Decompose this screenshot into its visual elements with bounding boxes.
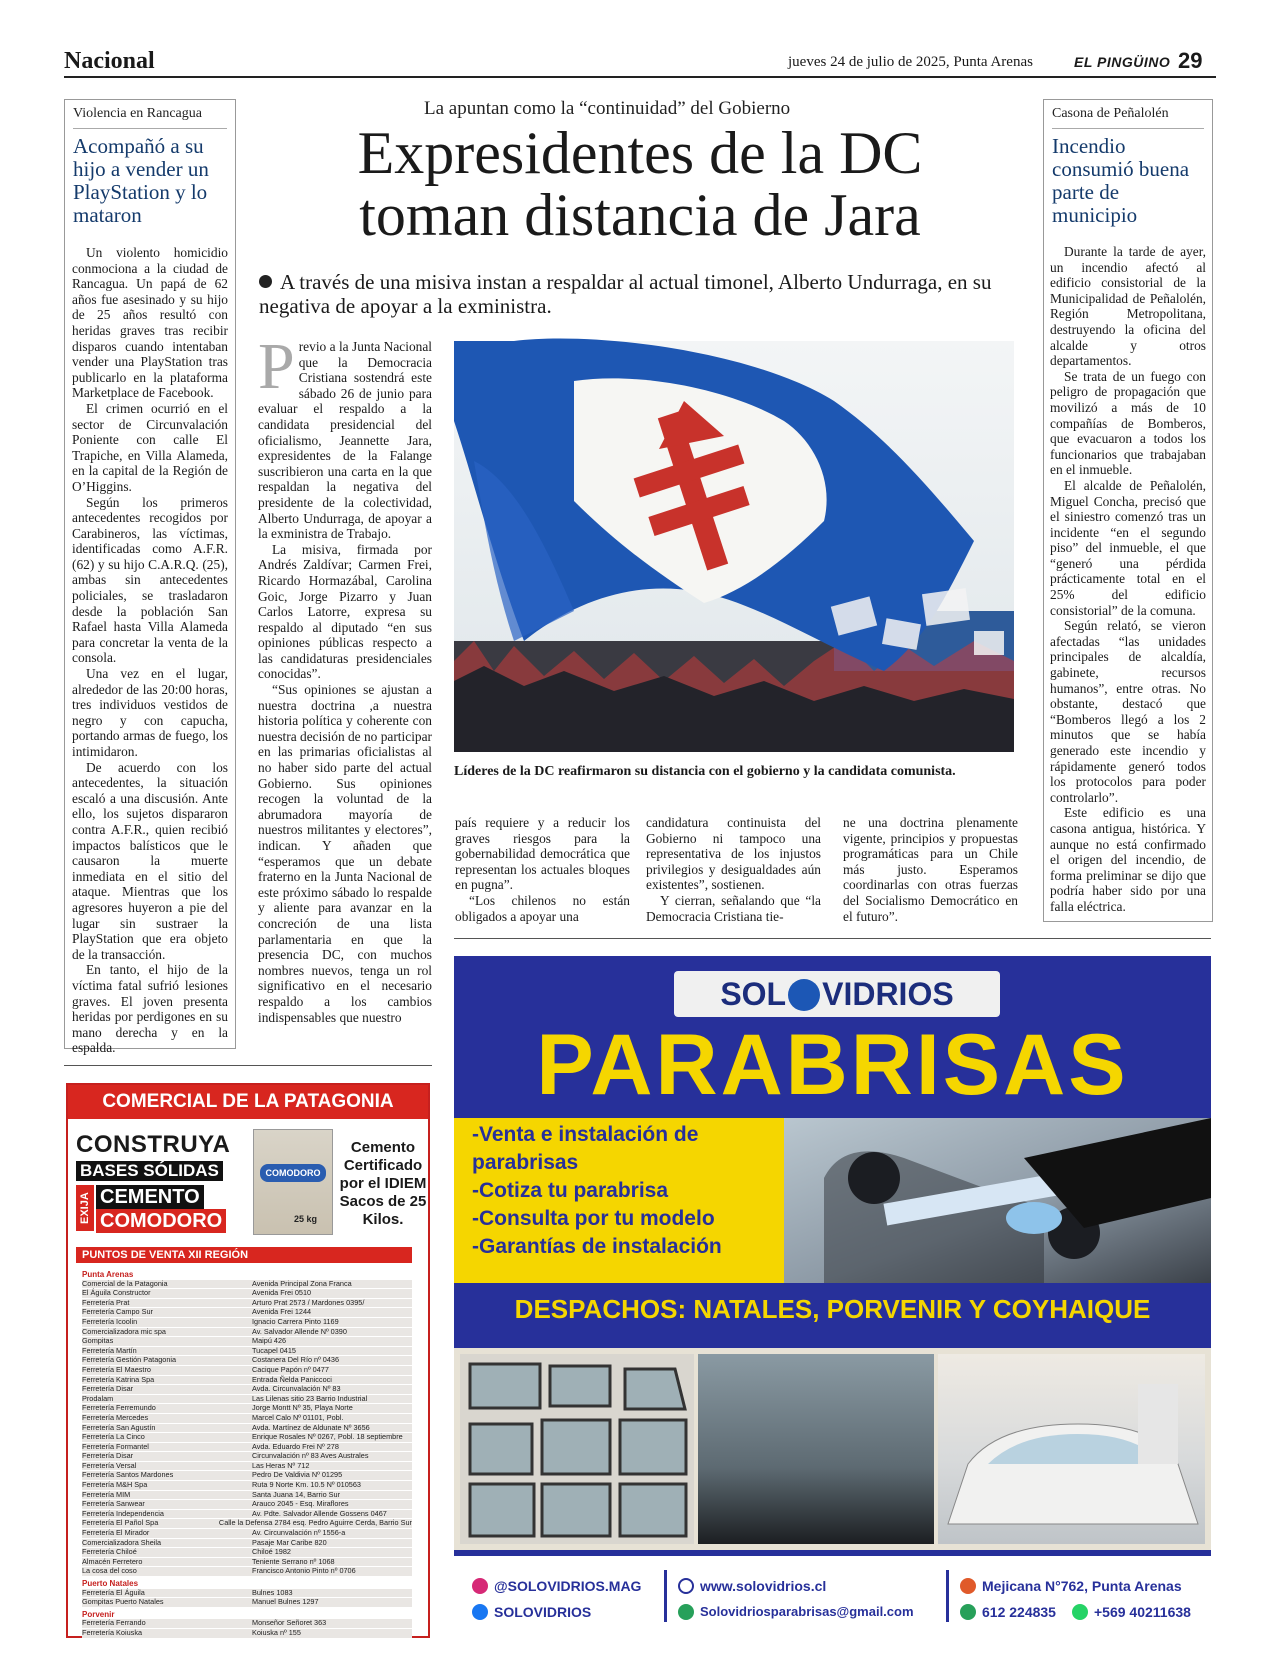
paragraph: Se trata de un fuego con peligro de propagación que movilizó a más de 10 compañías de Bomberos, que evacuaron a todos los funcionarios que trabajaban en el inmueble. [1050, 368, 1206, 478]
section-rule [454, 938, 1211, 939]
headline: Expresidentes de la DC toman distancia de Jara [357, 120, 923, 248]
services-list [472, 1121, 792, 1261]
store-address: Santa Juana 14, Barrio Sur [252, 1489, 341, 1499]
flag-illustration [454, 341, 1014, 752]
store-address: Enrique Rosales Nº 0267, Pobl. 18 septiembre [252, 1432, 403, 1442]
section-rule [64, 1065, 432, 1066]
store-address: Avenida Frei 0510 [252, 1288, 312, 1298]
store-address: Circunvalación nº 83 Aves Australes [252, 1451, 369, 1461]
store-address: Bulnes 1083 [252, 1587, 293, 1597]
globe-icon [678, 1578, 694, 1594]
store-name: Ferretería Mercedes [82, 1412, 149, 1422]
store-address: Arturo Prat 2573 / Mardones 0395/ [252, 1297, 365, 1307]
store-address: Teniente Serrano nº 1068 [252, 1556, 335, 1566]
drop-cap: P [258, 330, 295, 403]
website-link[interactable]: www.solovidrios.cl [700, 1578, 827, 1594]
ad-title: PARABRISAS [536, 1017, 1129, 1113]
points-of-sale-list [82, 1268, 412, 1639]
store-name: Ferretería Prat [82, 1297, 130, 1307]
store-address: Manuel Bulnes 1297 [252, 1597, 319, 1607]
store-name: Gompitas Puerto Natales [82, 1597, 164, 1607]
solovidrios-ad [454, 956, 1211, 1638]
contact-footer [454, 1556, 1211, 1638]
store-address: Koiuska nº 155 [252, 1627, 301, 1637]
logo-right: VIDRIOS [822, 976, 954, 1012]
list-city: Puerto Natales [82, 1579, 139, 1588]
right-story-title: Incendio consumió buena parte de municipio [1052, 134, 1190, 227]
paragraph: Durante la tarde de ayer, un incendio afectó al edificio consistorial de la Municipalidad de Peñalolén, Región Metropolitana, destruyendo la oficina del alcalde y otros departamentos. [1050, 244, 1206, 369]
store-name: Ferretería Icoolin [82, 1316, 138, 1326]
paragraph [258, 330, 432, 542]
car-illustration [938, 1354, 1205, 1544]
photo-gallery [454, 1348, 1211, 1550]
store-address: Chiloé 1982 [252, 1547, 291, 1557]
page-number: 29 [1178, 48, 1203, 73]
paragraph: Este edificio es una casona antigua, histórica. Y aunque no está confirmado el origen del incendio, de forma preliminar se dijo que podría haber sido por una falla eléctrica. [1050, 805, 1206, 914]
store-address: Av. Pdte. Salvador Allende Gossens 0467 [252, 1508, 387, 1518]
store-name: El Águila Constructor [82, 1288, 151, 1298]
store-name: Ferretería Formantel [82, 1441, 149, 1451]
list-row [82, 1567, 412, 1577]
globe-icon [788, 979, 820, 1011]
store-name: Prodalam [82, 1393, 114, 1403]
section-name: Nacional [64, 48, 155, 74]
store-address: Costanera Del Río nº 0436 [252, 1355, 340, 1365]
store-name: Comercializadora mic spa [82, 1326, 166, 1336]
right-story-body [1050, 244, 1206, 915]
store-name: Almacén Ferretero [82, 1556, 143, 1566]
mail-icon [678, 1604, 694, 1620]
store-address: Avenida Frei 1244 [252, 1307, 312, 1317]
paragraph: ne una doctrina plenamente vigente, principios y propuestas programáticas para un Chile más justo. Esperamos coordinarlas con otras fuerzas del Socialismo Democrático en el futuro”. [843, 815, 1018, 924]
store-name: Ferretería El Águila [82, 1587, 145, 1597]
rainy-windshield-photo [698, 1354, 934, 1544]
paragraph: La misiva, firmada por Andrés Zaldívar; Carmen Frei, Ricardo Hormazábal, Carolina Goic, Jorge Pizarro y Juan Carlos Latorre, expresa su respaldo al diputado “en sus opiniones públicas respecto a las candidaturas presidenciales conocidas”. [258, 541, 432, 682]
paragraph: Y cierran, señalando que “la Democracia Cristiana tie- [646, 892, 821, 924]
left-story-title: Acompañó a su hijo a vender un PlayStation y lo mataron [73, 134, 209, 227]
ad-points-of-sale-header: PUNTOS DE VENTA XII REGIÓN [76, 1247, 412, 1263]
summary [259, 270, 1019, 318]
store-name: Ferretería Independencia [82, 1508, 164, 1518]
ad-cemento: CEMENTO [96, 1185, 204, 1209]
bullet-icon [259, 275, 272, 288]
ad-exija: EXIJA [76, 1185, 94, 1231]
store-name: Ferretería Martín [82, 1345, 137, 1355]
list-row [82, 1598, 412, 1608]
whatsapp-icon [1072, 1604, 1088, 1620]
store-name: Gompitas [82, 1336, 114, 1346]
list-row [82, 1481, 412, 1491]
store-name: Ferretería Chiloé [82, 1547, 137, 1557]
glass-samples-photo [460, 1354, 694, 1544]
store-name: Ferretería Koiuska [82, 1627, 143, 1637]
article-column-3 [646, 815, 821, 924]
bag-brand: COMODORO [260, 1164, 326, 1182]
store-address: Arauco 2045 - Esq. Miraflores [252, 1499, 349, 1509]
divider [664, 1570, 667, 1622]
paragraph: Una vez en el lugar, alrededor de las 20:00 horas, tres individuos vestidos de negro y con capucha, portando armas de fuego, los intimidaron. [72, 666, 228, 759]
store-address: Avda. Martínez de Aldunate Nº 3656 [252, 1422, 370, 1432]
car-installation-photo [938, 1354, 1205, 1544]
store-address: Francisco Antonio Pinto nº 0706 [252, 1566, 356, 1576]
facebook-icon [472, 1604, 488, 1620]
paragraph: Según relató, se vieron afectadas “las unidades principales de alcaldía, gabinete, recursos humanos”, entre otras. No obstante, destacó que “Bomberos llegó a los 2 minutos que se había generado este incendio y rápidamente generó todos los protocolos para poder controlarlo”. [1050, 618, 1206, 805]
service-item: -Garantías de instalación [472, 1235, 722, 1258]
article-column-2 [455, 815, 630, 924]
paragraph: El alcalde de Peñalolén, Miguel Concha, precisó que el siniestro comenzó tras un incidente “en el segundo piso” del inmueble, el que “generó una pérdida prácticamente total en el 25% del edificio consistorial” de la comuna. [1050, 477, 1206, 618]
store-address: Avda. Eduardo Frei Nº 278 [252, 1441, 339, 1451]
email-link[interactable]: Solovidriosparabrisas@gmail.com [700, 1604, 914, 1619]
summary-text: A través de una misiva instan a respaldar al actual timonel, Alberto Undurraga, en su negativa de apoyar a la exministra. [259, 270, 992, 318]
store-address: Av. Salvador Allende Nº 0390 [252, 1326, 347, 1336]
store-address: Maipú 426 [252, 1336, 287, 1346]
store-address: Pasaje Mar Caribe 820 [252, 1537, 327, 1547]
store-address: Las Heras Nº 712 [252, 1460, 310, 1470]
list-city: Porvenir [82, 1609, 115, 1619]
store-address: Calle la Defensa 2784 esq. Pedro Aguirre Cerda, Barrio Sur [218, 1518, 412, 1528]
despachos-text: DESPACHOS: NATALES, PORVENIR Y COYHAIQUE [514, 1294, 1151, 1324]
store-name: Ferretería M&H Spa [82, 1480, 148, 1490]
paragraph: Según los primeros antecedentes recogidos por Carabineros, las víctimas, identificadas como A.F.R. (62) y su hijo C.A.R.Q. (25), ambas sin antecedentes policiales, se trasladaron desde la población San Rafael hasta Villa Alameda para concretar la venta de la consola. [72, 494, 228, 666]
article-column-4 [843, 815, 1018, 924]
list-row [82, 1629, 412, 1639]
facebook-handle[interactable]: SOLOVIDRIOS [494, 1604, 592, 1620]
store-name: Ferretería La Cinco [82, 1432, 145, 1442]
store-address: Avenida Principal Zona Franca [252, 1278, 352, 1288]
solovidrios-logo [674, 971, 1000, 1017]
store-name: Comercial de la Patagonia [82, 1278, 168, 1288]
store-address: Ruta 9 Norte Km. 10.5 Nº 010563 [252, 1480, 361, 1490]
ad-banner: COMERCIAL DE LA PATAGONIA [68, 1085, 428, 1119]
article-column-1 [258, 330, 433, 1025]
store-name: Ferretería Ferremundo [82, 1403, 156, 1413]
logo-left: SOL [720, 976, 787, 1012]
paragraph: “Los chilenos no están obligados a apoyar una [455, 892, 630, 924]
store-address: Entrada Ñelda Paniccoci [252, 1374, 332, 1384]
ad-comodoro: COMODORO [96, 1209, 226, 1233]
phone-number[interactable]: 612 224835 [982, 1604, 1056, 1620]
divider [946, 1570, 949, 1622]
store-address: Av. Circunvalación nº 1556-a [252, 1528, 346, 1538]
list-row [82, 1328, 412, 1338]
store-address: Avda. Circunvalación Nº 83 [252, 1384, 341, 1394]
phone-icon [960, 1604, 976, 1620]
cement-bag-image [253, 1129, 333, 1235]
store-name: Ferretería Katrina Spa [82, 1374, 155, 1384]
glass-samples-illustration [460, 1354, 694, 1544]
store-address: Tucapel 0415 [252, 1345, 296, 1355]
store-name: Ferretería El Maestro [82, 1364, 151, 1374]
store-address: Ignacio Carrera Pinto 1169 [252, 1316, 339, 1326]
right-story-kicker: Casona de Peñalolén [1052, 106, 1169, 121]
store-name: Comercializadora Sheila [82, 1537, 162, 1547]
windshield-install-photo [784, 1118, 1211, 1283]
service-item: -Cotiza tu parabrisa [472, 1179, 669, 1202]
store-name: Ferretería Santos Mardones [82, 1470, 174, 1480]
store-name: Ferretería Sanwear [82, 1499, 145, 1509]
newspaper-brand: EL PINGÜINO [1074, 54, 1171, 70]
paragraph: “Sus opiniones se ajustan a nuestra doctrina ,a nuestra historia política y coherente con nuestra decisión de no participar en las primarias oficialistas al no haber sido parte del actual Gobierno. Sus opiniones recogen la voluntad de la abrumadora mayoría de nuestros militantes y electores”, indican. Y añaden que “esperamos que un debate fraterno en la Junta Nacional de este próximo sábado lo respalde y aliente para avanzar en la concreción de una lista parlamentaria en que la presencia DC, con muchos nombres nuevos, tenga un rol significativo en el necesario respaldo a los cambios indispensables que nuestro [258, 682, 433, 1025]
store-address: Marcel Calo Nº 01101, Pobl. [252, 1412, 344, 1422]
store-name: Ferretería Gestión Patagonia [82, 1355, 177, 1365]
service-item: -Consulta por tu modelo [472, 1207, 715, 1230]
store-address: Las Lilenas sitio 23 Barrio Industrial [252, 1393, 368, 1403]
whatsapp-number[interactable]: +569 40211638 [1094, 1604, 1191, 1620]
instagram-handle[interactable]: @SOLOVIDRIOS.MAG [494, 1578, 642, 1594]
pre-headline: La apuntan como la “continuidad” del Gobierno [424, 98, 791, 119]
store-name: Ferretería Ferrando [82, 1618, 146, 1628]
store-name: Ferretería MIM [82, 1489, 131, 1499]
store-name: La cosa del coso [82, 1566, 137, 1576]
store-address: Pedro De Valdivia Nº 01295 [252, 1470, 343, 1480]
left-story-kicker: Violencia en Rancagua [73, 106, 202, 121]
ad-certification: Cemento Certificado por el IDIEM Sacos de 25 Kilos. [339, 1139, 427, 1228]
store-name: Ferretería El Mirador [82, 1528, 150, 1538]
ad-bases: BASES SÓLIDAS [76, 1161, 223, 1181]
paragraph: De acuerdo con los antecedentes, la situación escaló a una discusión. Ante ello, los sujetos dispararon contra A.F.R., quien recibió impactos balísticos que le causaron la muerte inmediata en el sitio del ataque. Mientras que los agresores huyeron a pie del lugar sin sustraer la PlayStation que era objeto de la transacción. [72, 759, 228, 962]
bag-weight: 25 kg [294, 1214, 318, 1224]
paragraph: El crimen ocurrió en el sector de Circunvalación Poniente con calle El Trapiche, en Villa Alameda, en la capital de la Región de O’Higgins. [72, 400, 228, 494]
paragraph: candidatura continuista del Gobierno ni tampoco una representativa de los injustos privilegios y desigualdades aún existentes”, sostienen. [646, 815, 821, 893]
location-pin-icon [960, 1578, 976, 1594]
list-city: Punta Arenas [82, 1270, 134, 1279]
ad-construya: CONSTRUYA [76, 1131, 231, 1158]
store-address: Jorge Montt Nº 35, Playa Norte [252, 1403, 353, 1413]
store-name: Ferretería Versal [82, 1460, 137, 1470]
address: Mejicana N°762, Punta Arenas [982, 1578, 1182, 1594]
store-name: Ferretería Campo Sur [82, 1307, 153, 1317]
dc-flag-photo [454, 341, 1014, 752]
left-story-body [72, 245, 228, 1056]
comercial-patagonia-ad [66, 1083, 430, 1638]
install-illustration [784, 1118, 1211, 1283]
store-address: Monseñor Señoret 363 [252, 1618, 327, 1628]
date-place: jueves 24 de julio de 2025, Punta Arenas [788, 54, 1033, 70]
service-item: -Venta e instalación de parabrisas [472, 1123, 699, 1174]
instagram-icon [472, 1578, 488, 1594]
store-address: Cacique Papón nº 0477 [252, 1364, 329, 1374]
lead-text: revio a la Junta Nacional que la Democracia Cristiana sostendrá este sábado 26 de junio para evaluar el respaldo a la candidata presidencial del oficialismo, Jeannette Jara, expresidentes de la Falange suscribieron una carta en la que respaldan la negativa del presidente de la colectividad, Alberto Undurraga, de apoyar a la exministra de Trabajo. [258, 339, 432, 542]
store-name: Ferretería Disar [82, 1384, 134, 1394]
store-name: Ferretería Disar [82, 1451, 134, 1461]
paragraph: Un violento homicidio conmociona a la ciudad de Rancagua. Un papá de 62 años fue asesinado y su hijo de 25 años resultó con heridas graves tras recibir disparos cuando intentaban vender una PlayStation tras publicarlo en la plataforma Marketplace de Facebook. [72, 245, 228, 401]
photo-caption: Líderes de la DC reafirmaron su distancia con el gobierno y la candidata comunista. [454, 764, 956, 779]
store-name: Ferretería San Agustín [82, 1422, 156, 1432]
header-rule [64, 76, 1216, 78]
paragraph: país requiere y a reducir los graves riesgos para la gobernabilidad democrática que representan los actuales bloques en pugna”. [455, 815, 630, 893]
paragraph: En tanto, el hijo de la víctima fatal sufrió lesiones graves. El joven presenta heridas por perdigones en su mano derecha y en la espalda. [72, 962, 228, 1056]
store-name: Ferretería El Pañol Spa [82, 1518, 159, 1528]
